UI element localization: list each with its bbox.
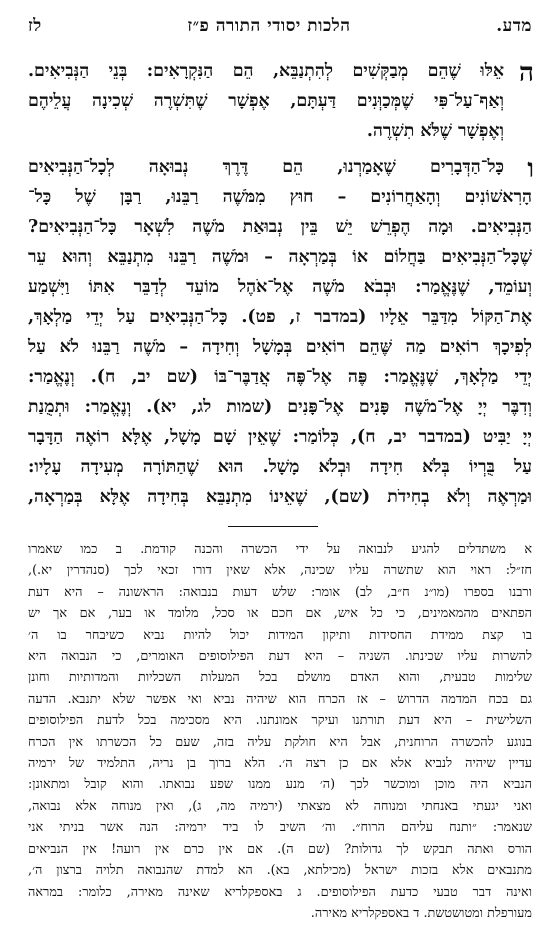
text-line: יְיָ יַבִּיט (במדבר יב, ח), כְּלוֹמַר: שֶׁאֵין שָׁם מָשָׁל, אֶלָּא רוֹאֶה הַדָּבָר <box>28 427 532 447</box>
halacha-number: ו <box>527 154 534 184</box>
header-section-title: הלכות יסודי התורה פ״ז <box>187 16 351 36</box>
footnote-line: הורס ואתה תבקש לך גדולות? (שם ה). אם אין כרם אין רועה! אין הנביאים <box>28 841 532 857</box>
halacha-paragraph <box>28 152 532 512</box>
footnote-line: הנביא היה מוכן ומוכשר לכך (ה׳ מנע ממנו שפע נבואתו. והוא קובל ומתאונן: <box>28 777 532 793</box>
main-text <box>28 56 532 512</box>
text-line: וְדִבֶּר יְיָ אֶל־מֹשֶׁה פָּנִים אֶל־פָּנִים (שמות לג, יא). וְנֶאֱמַר: וּתְמֻנַת <box>28 397 532 417</box>
footnote-line: מתנבאים אלא בזכות ישראל (מכילתא, בא). הא למדת שהנבואה תלויה ברצון ה׳, <box>28 863 532 879</box>
footnote-line: ורבנו בספרו (מו״נ ח״ב, לב) אומר: שלש דעות בנבואה: הראשונה – היא דעת <box>28 584 532 600</box>
footnote-line: בו קצת ממידת החסידות ותיקון המידות יכול להיות נביא כשיבחר בו ה׳ <box>28 627 532 643</box>
footnote-line: בנוגע להכשרה הרוחנית, אבל היא חולקת עליה בזה, שעם כל הכשרתו אין הכרח <box>28 734 532 750</box>
footnote-line: חז״ל: ראוי הוא שתשרה עליו שכינה, אלא שאין דורו זכאי לכך (סנהדרין יא.), <box>28 563 532 579</box>
halacha-paragraph <box>28 56 532 146</box>
halacha-number: ה <box>519 58 534 88</box>
header-book-title: מדע. <box>496 16 532 36</box>
footnote-line: ואינה דבר טבעי כדעת הפילוסופים. ג באספקלריא שאינה מאירה, כלומר: במראה <box>28 884 532 900</box>
footnote-line: שנאמר: ״ותנח עליהם הרוח״. וה׳ השיב לו ביד ירמיה: הנה אשר בניתי אני <box>28 820 532 836</box>
footnote-line: מעורפלת ומטושטשת. ד באספקלריא מאירה. <box>310 905 532 921</box>
text-line: וְאַף־עַל־פִּי שֶׁמְּכַוְּנִים דַּעְתָּם, אֶפְשָׁר שֶׁתִּשְׁרֶה שְׁכִינָה עֲלֵיהֶם <box>28 91 504 111</box>
text-line: וְעוֹמֵד, שֶׁנֶּאֱמַר: וּבְבֹא מֹשֶׁה אֶל־אֹהֶל מוֹעֵד לְדַבֵּר אִתּוֹ וַיִּשְׁמַע <box>28 277 532 297</box>
footnote-line: השלישית – היא דעת תורתנו ועיקר אמונתנו. היא מסכימה בכל לדעת הפילוסופים <box>28 713 532 729</box>
text-line: לְפִיכָךְ רוֹאִים מַה שֶּׁהֵם רוֹאִים בְּמָשָׁל וְחִידָה – מֹשֶׁה רַבֵּנוּ לֹא עַל <box>28 337 532 357</box>
text-line: כָּל־הַדְּבָרִים שֶׁאָמַרְנוּ, הֵם דֶּרֶךְ נְבוּאָה לְכָל־הַנְּבִיאִים <box>28 157 504 177</box>
text-line: עַל בֻּרְיוֹ בְּלֹא חִידָה וּבְלֹא מָשָׁל. הוּא שֶׁהַתּוֹרָה מְעִידָה עָלָיו: <box>28 457 532 477</box>
footnote-line: הפתאים מהמאמינים, כי כל איש, אם חכם או סכל, מלומד או בער, אם אך יש <box>28 606 532 622</box>
footnote-line: גם בכח המדמה הדרוש – אז הכרח הוא שיהיה נביא ואי אפשר שלא יתנבא. הדעה <box>28 691 532 707</box>
footnote-line: עדיין שיהיה לנביא אלא אם כן רצה ה׳. הלא ברוך בן נריה, התלמיד של ירמיה <box>28 756 532 772</box>
footnote-separator <box>228 526 318 527</box>
text-line: שֶׁכָּל־הַנְּבִיאִים בַּחֲלוֹם אוֹ בְּמַרְאָה – וּמֹשֶׁה רַבֵּנוּ מִתְנַבֵּא וְהוּא עֵר <box>28 247 532 267</box>
text-line: אֵלּוּ שֶׁהֵם מְבַקְּשִׁים לְהִתְנַבֵּא, הֵם הַנִּקְרָאִים: בְּנֵי הַנְּבִיאִים. <box>28 61 504 81</box>
footnote-line: שלימות טבעית, והוא האדם מושלם בכל המעלות השכליות והמדותיות וחונן <box>28 670 532 686</box>
footnote-line: א משתדלים להגיע לנבואה על ידי הכשרה והכנה קודמת. ב כמו שאמרו <box>28 542 532 557</box>
text-line: הָרִאשׁוֹנִים וְהָאַחֲרוֹנִים – חוּץ מִמֹּשֶׁה רַבֵּנוּ, רַבָּן שֶׁל כָּל־ <box>28 187 532 207</box>
running-header <box>28 0 532 46</box>
footnotes <box>28 539 532 924</box>
footnote-line: להשרות עליו שכינתו. השניה – היא דעת הפילוסופים האומרים, כי הנבואה היא <box>28 649 532 665</box>
text-line: הַנְּבִיאִים. וּמָה הֶפְרֵשׁ יֵשׁ בֵּין נְבוּאַת מֹשֶׁה לִשְׁאָר כָּל־הַנְּבִיאִים? <box>28 217 532 237</box>
text-line: וְאֶפְשָׁר שֶׁלֹּא תִשְׁרֶה. <box>366 121 504 141</box>
text-line: יְדֵי מַלְאָךְ, שֶׁנֶּאֱמַר: פֶּה אֶל־פֶּה אֲדַבֶּר־בּוֹ (שם יב, ח). וְנֶאֱמַר: <box>28 367 532 387</box>
text-line: אֶת־הַקּוֹל מִדַּבֵּר אֵלָיו (במדבר ז, פט). כָּל־הַנְּבִיאִים עַל יְדֵי מַלְאָךְ, <box>28 307 532 327</box>
text-line: וּמַרְאֶה וְלֹא בְחִידֹת (שם), שֶׁאֵינוֹ מִתְנַבֵּא בְּחִידָה אֶלָּא בְּמַרְאָה, <box>28 487 532 507</box>
footnote-line: ואני יגעתי באנחתי ומנוחה לא מצאתי (ירמיה מה, ג), ואין מנוחה אלא נבואה, <box>28 798 532 814</box>
document-page <box>28 0 532 928</box>
page-number: לז <box>28 16 42 36</box>
